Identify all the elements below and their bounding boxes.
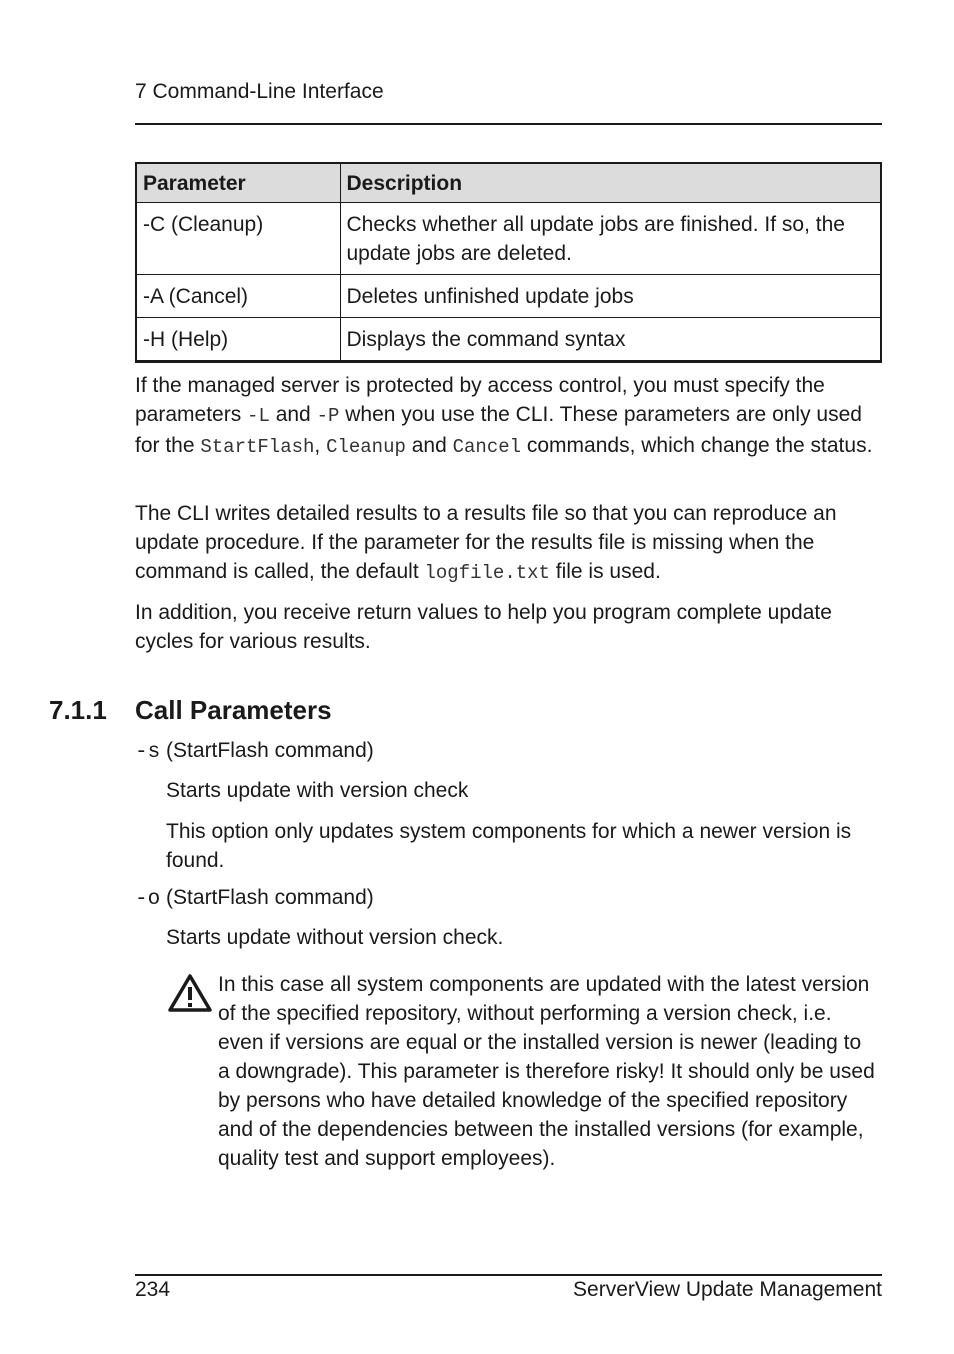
code-inline: -L [247,405,270,427]
page-number: 234 [135,1278,171,1301]
code-inline: Cleanup [326,436,406,458]
text-run: and [405,434,453,457]
access-control-paragraph [135,371,885,462]
code-inline: Cancel [452,436,522,458]
text-run: when you use the CLI. These parameters are only used for the [135,403,862,457]
table-cell: Checks whether all update jobs are finished. If so, the update jobs are deleted. [340,203,881,275]
return-values-paragraph: In addition, you receive return values to help you program complete update cycles for various results. [135,601,832,653]
option-context: (StartFlash command) [160,739,374,762]
table-header-cell: Description [340,163,881,203]
section-number: 7.1.1 [49,695,107,725]
text-run: file is used. [549,560,661,583]
table-cell: -A (Cancel) [136,275,340,318]
option-flag: -o [135,888,161,911]
code-inline: StartFlash [200,436,315,458]
option-s-line: Starts update with version check [166,779,469,802]
table-cell: -C (Cleanup) [136,203,340,275]
section-title: Call Parameters [135,695,332,725]
option-o-line: Starts update without version check. [166,926,504,949]
option-s-heading [135,736,374,767]
warning-triangle-icon [168,974,212,1012]
parameter-table [135,162,882,363]
header-rule [135,123,882,125]
text-run: commands, which change the status. [521,434,873,457]
table-header-cell: Parameter [136,163,340,203]
option-context: (StartFlash command) [160,886,374,909]
text-run: The CLI writes detailed results to a results file so that you can reproduce an update procedure. If the parameter for the results file is missing when the command is called, the default [135,502,837,583]
table-cell: Displays the command syntax [340,318,881,362]
table-row [136,275,881,318]
table-row [136,318,881,362]
code-inline: -P [316,405,340,427]
footer-rule [135,1274,882,1276]
warning-text: In this case all system components are updated with the latest version of the specified repository, without performing a version check, i.e. even if versions are equal or the installed version is newer (leading to a downgrade). This parameter is therefore risky! It should only be used by persons who have detailed knowledge of the specified repository and of the dependencies between the installed versions (for example, quality test and support employees). [218,973,875,1170]
table-cell: Deletes unfinished update jobs [340,275,881,318]
footer-title: ServerView Update Management [573,1278,882,1301]
code-inline: logfile.txt [424,562,550,584]
table-row [136,203,881,275]
text-run: If the managed server is protected by access control, you must specify the parameters [135,374,825,426]
table-cell: -H (Help) [136,318,340,362]
text-run: and [269,403,317,426]
results-file-paragraph [135,499,885,588]
text-run: , [314,434,327,457]
option-o-heading [135,883,374,914]
table-header-row [136,163,881,203]
option-flag: -s [135,741,161,764]
option-s-line: This option only updates system components for which a newer version is found. [166,820,852,872]
running-header: 7 Command-Line Interface [135,80,384,103]
